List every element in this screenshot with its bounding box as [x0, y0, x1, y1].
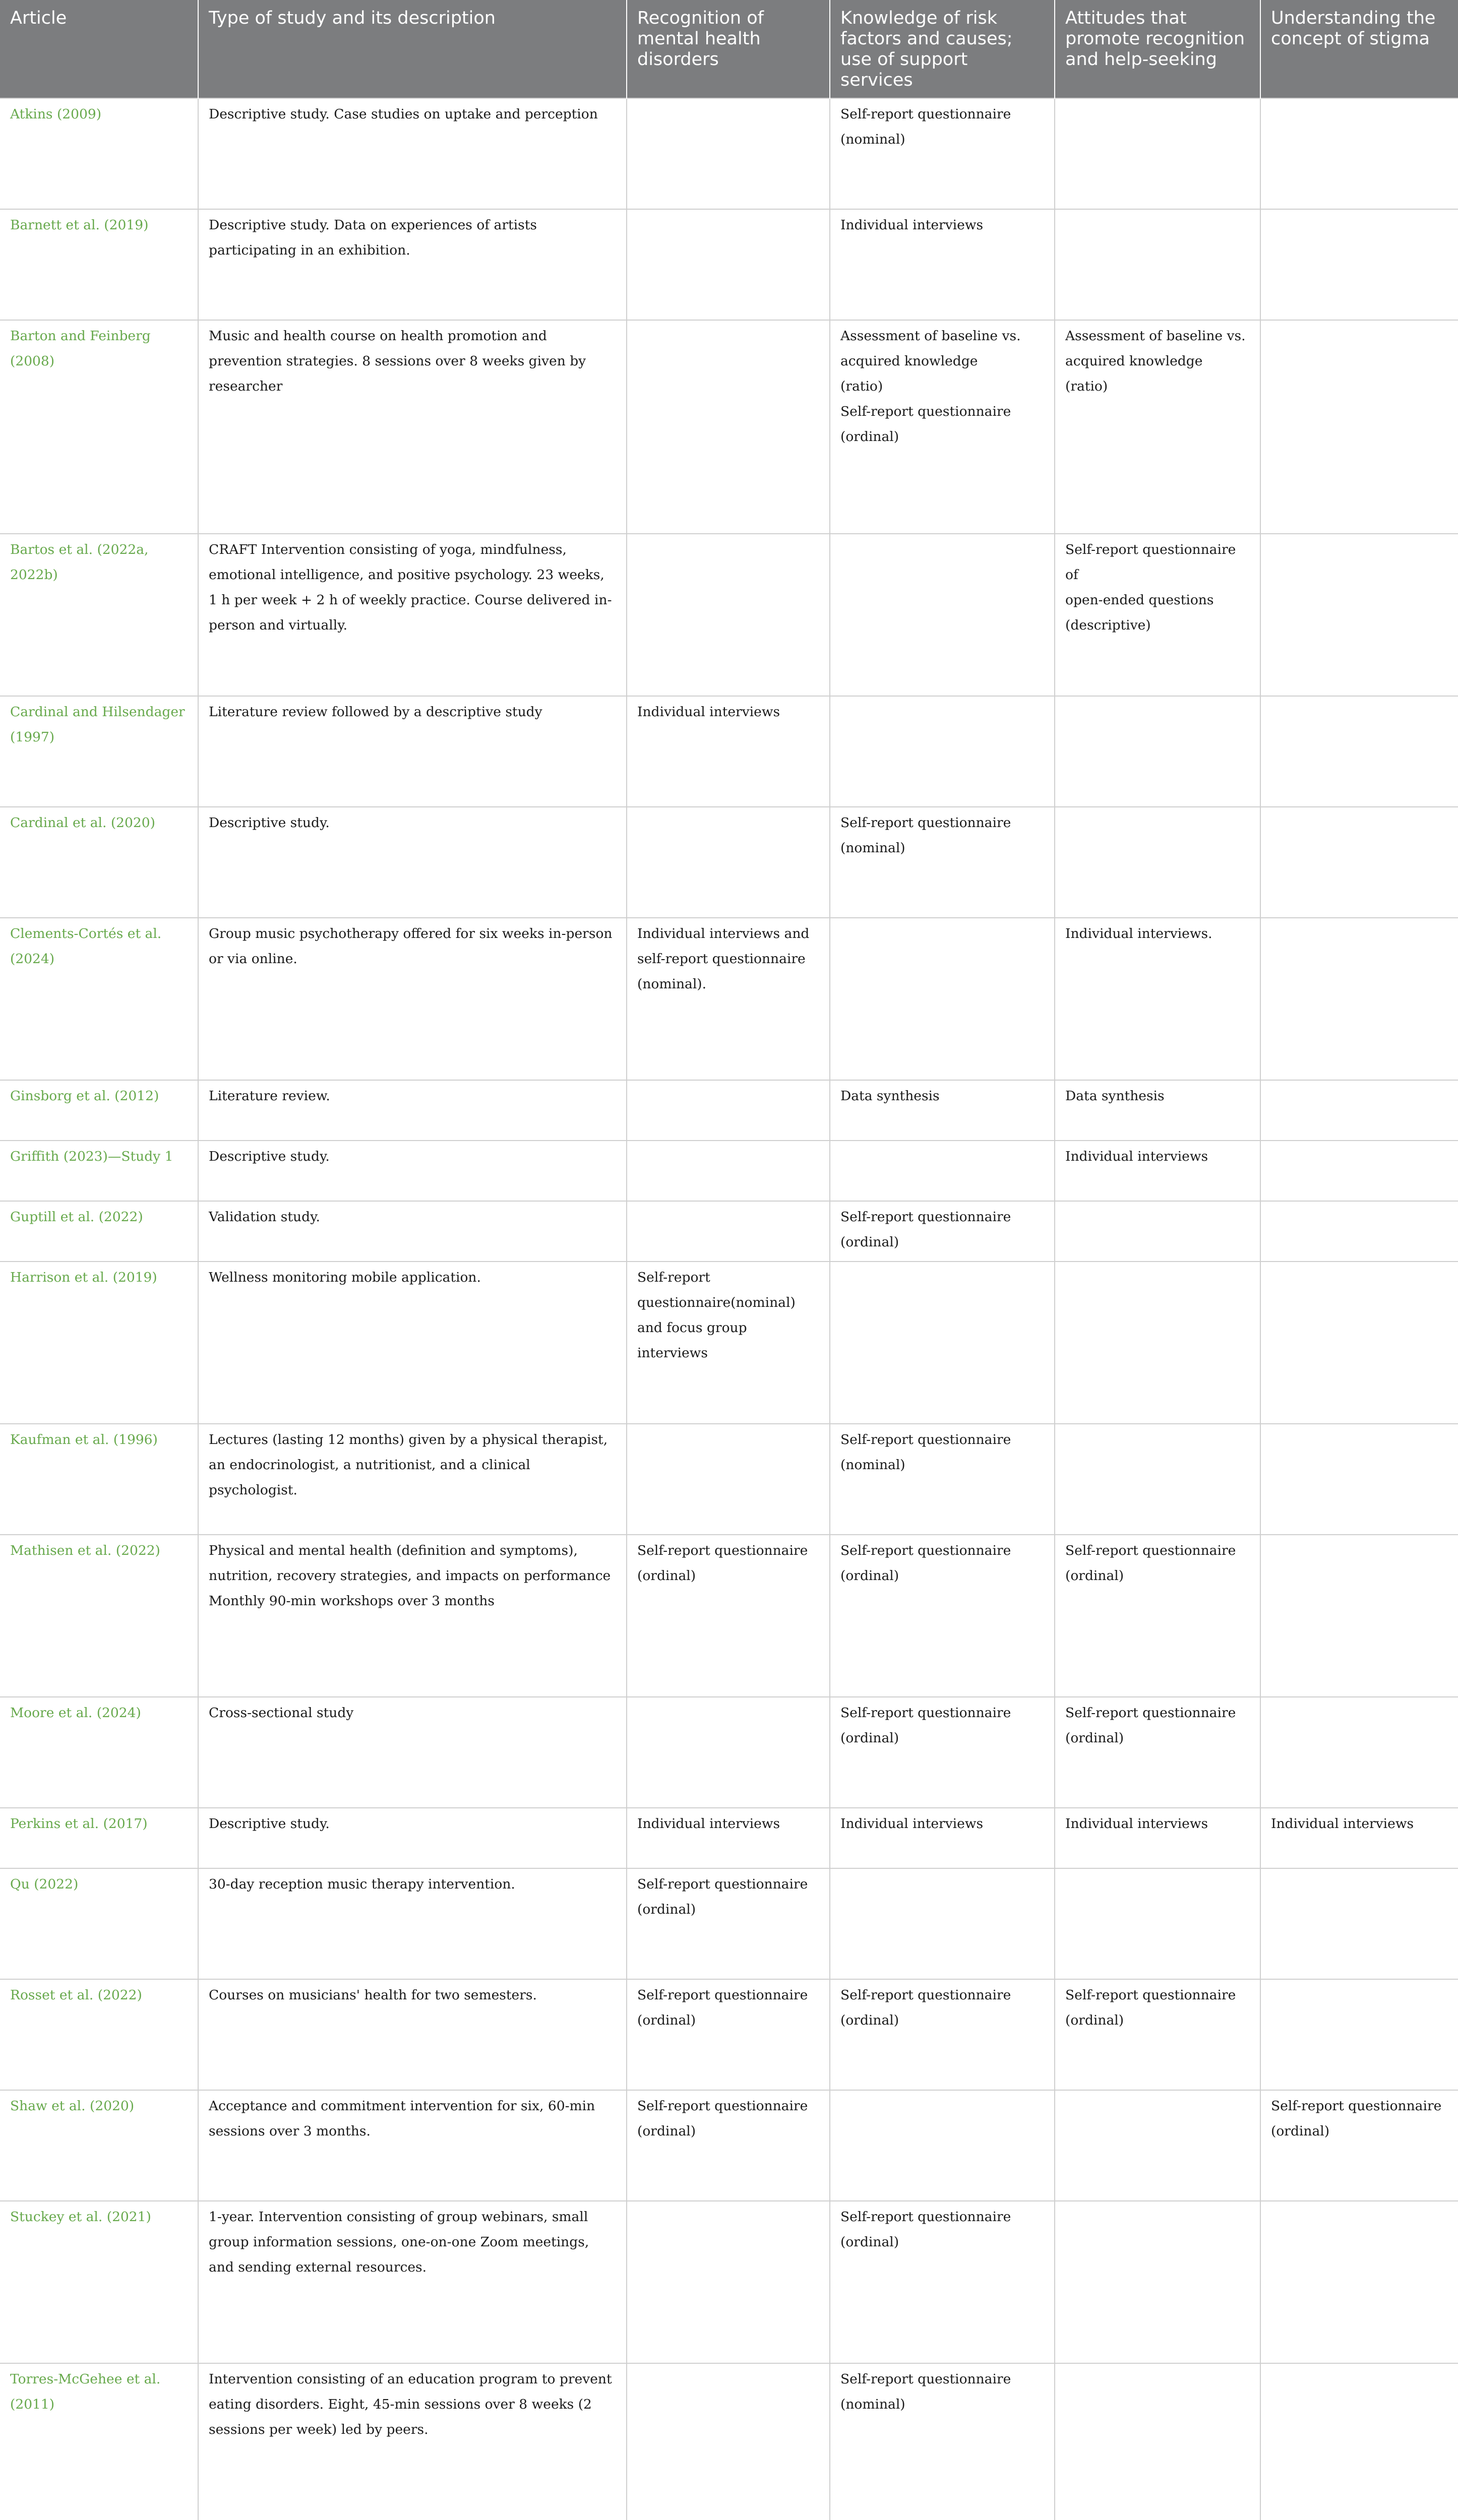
- table-row: [0, 209, 1458, 320]
- stigma-cell: [1260, 1424, 1458, 1535]
- stigma-cell: Individual interviews: [1260, 1808, 1458, 1868]
- article-cell[interactable]: Harrison et al. (2019): [0, 1262, 198, 1424]
- knowledge-cell: Self-report questionnaire (ordinal): [830, 1979, 1055, 2090]
- table-row: [0, 1141, 1458, 1201]
- study-description-cell: Cross-sectional study: [198, 1697, 627, 1808]
- article-cell[interactable]: Barton and Feinberg (2008): [0, 320, 198, 534]
- recognition-cell: Self-report questionnaire(nominal) and focus group interviews: [627, 1262, 830, 1424]
- table-row: [0, 2090, 1458, 2201]
- article-cell[interactable]: Bartos et al. (2022a, 2022b): [0, 534, 198, 696]
- knowledge-cell: Individual interviews: [830, 209, 1055, 320]
- header-stigma: Understanding the concept of stigma: [1260, 0, 1458, 98]
- study-description-cell: Physical and mental health (definition and symptoms), nutrition, recovery strategies, and impacts on performance Monthly 90-min workshops over 3 months: [198, 1535, 627, 1697]
- recognition-cell: Self-report questionnaire (ordinal): [627, 2090, 830, 2201]
- article-cell[interactable]: Torres-McGehee et al. (2011): [0, 2363, 198, 2520]
- stigma-cell: Self-report questionnaire (ordinal): [1260, 2090, 1458, 2201]
- recognition-cell: [627, 1141, 830, 1201]
- study-description-cell: Acceptance and commitment intervention for six, 60-min sessions over 3 months.: [198, 2090, 627, 2201]
- study-description-cell: 30-day reception music therapy intervention.: [198, 1868, 627, 1979]
- attitudes-cell: Individual interviews.: [1055, 918, 1260, 1080]
- article-cell[interactable]: Stuckey et al. (2021): [0, 2201, 198, 2363]
- attitudes-cell: Self-report questionnaire (ordinal): [1055, 1535, 1260, 1697]
- table-row: [0, 1080, 1458, 1141]
- table-row: [0, 1697, 1458, 1808]
- recognition-cell: [627, 1697, 830, 1808]
- attitudes-cell: [1055, 2363, 1260, 2520]
- knowledge-cell: Self-report questionnaire (ordinal): [830, 2201, 1055, 2363]
- stigma-cell: [1260, 2201, 1458, 2363]
- header-row: [0, 0, 1458, 98]
- recognition-cell: Self-report questionnaire (ordinal): [627, 1535, 830, 1697]
- attitudes-cell: Assessment of baseline vs. acquired knowledge (ratio): [1055, 320, 1260, 534]
- attitudes-cell: Data synthesis: [1055, 1080, 1260, 1141]
- recognition-cell: [627, 807, 830, 918]
- stigma-cell: [1260, 1262, 1458, 1424]
- knowledge-cell: Self-report questionnaire (ordinal): [830, 1535, 1055, 1697]
- stigma-cell: [1260, 807, 1458, 918]
- study-description-cell: Group music psychotherapy offered for six weeks in-person or via online.: [198, 918, 627, 1080]
- recognition-cell: [627, 98, 830, 209]
- knowledge-cell: [830, 1141, 1055, 1201]
- article-cell[interactable]: Qu (2022): [0, 1868, 198, 1979]
- stigma-cell: [1260, 1080, 1458, 1141]
- study-description-cell: CRAFT Intervention consisting of yoga, mindfulness, emotional intelligence, and positive psychology. 23 weeks, 1 h per week + 2 h of weekly practice. Course delivered in-person and virtually.: [198, 534, 627, 696]
- attitudes-cell: [1055, 2090, 1260, 2201]
- attitudes-cell: [1055, 209, 1260, 320]
- table-row: [0, 1262, 1458, 1424]
- attitudes-cell: Self-report questionnaire (ordinal): [1055, 1697, 1260, 1808]
- recognition-cell: Self-report questionnaire (ordinal): [627, 1868, 830, 1979]
- knowledge-cell: [830, 1262, 1055, 1424]
- article-cell[interactable]: Clements-Cortés et al. (2024): [0, 918, 198, 1080]
- stigma-cell: [1260, 1141, 1458, 1201]
- stigma-cell: [1260, 320, 1458, 534]
- attitudes-cell: Individual interviews: [1055, 1808, 1260, 1868]
- attitudes-cell: [1055, 807, 1260, 918]
- attitudes-cell: [1055, 98, 1260, 209]
- attitudes-cell: [1055, 1262, 1260, 1424]
- knowledge-cell: [830, 918, 1055, 1080]
- article-cell[interactable]: Ginsborg et al. (2012): [0, 1080, 198, 1141]
- stigma-cell: [1260, 2363, 1458, 2520]
- stigma-cell: [1260, 918, 1458, 1080]
- table-row: [0, 534, 1458, 696]
- article-cell[interactable]: Atkins (2009): [0, 98, 198, 209]
- attitudes-cell: [1055, 2201, 1260, 2363]
- table-row: [0, 696, 1458, 807]
- table-row: [0, 1201, 1458, 1262]
- table-row: [0, 1808, 1458, 1868]
- knowledge-cell: [830, 2090, 1055, 2201]
- stigma-cell: [1260, 1697, 1458, 1808]
- stigma-cell: [1260, 98, 1458, 209]
- article-cell[interactable]: Griffith (2023)—Study 1: [0, 1141, 198, 1201]
- stigma-cell: [1260, 696, 1458, 807]
- stigma-cell: [1260, 1535, 1458, 1697]
- header-attitudes: Attitudes that promote recognition and help-seeking: [1055, 0, 1260, 98]
- knowledge-cell: Assessment of baseline vs. acquired knowledge (ratio) Self-report questionnaire (ordinal): [830, 320, 1055, 534]
- table-header: [0, 0, 1458, 98]
- recognition-cell: [627, 2201, 830, 2363]
- study-description-cell: Intervention consisting of an education program to prevent eating disorders. Eight, 45-min sessions over 8 weeks (2 sessions per week) led by peers.: [198, 2363, 627, 2520]
- stigma-cell: [1260, 1868, 1458, 1979]
- article-cell[interactable]: Cardinal et al. (2020): [0, 807, 198, 918]
- knowledge-cell: Self-report questionnaire (nominal): [830, 2363, 1055, 2520]
- study-description-cell: 1-year. Intervention consisting of group webinars, small group information sessions, one-on-one Zoom meetings, and sending external resources.: [198, 2201, 627, 2363]
- study-description-cell: Descriptive study. Data on experiences of artists participating in an exhibition.: [198, 209, 627, 320]
- recognition-cell: [627, 534, 830, 696]
- stigma-cell: [1260, 1979, 1458, 2090]
- header-recognition: Recognition of mental health disorders: [627, 0, 830, 98]
- table-row: [0, 1868, 1458, 1979]
- table-row: [0, 2201, 1458, 2363]
- recognition-cell: [627, 1080, 830, 1141]
- study-description-cell: Descriptive study. Case studies on uptake and perception: [198, 98, 627, 209]
- study-description-cell: Descriptive study.: [198, 807, 627, 918]
- header-article: Article: [0, 0, 198, 98]
- attitudes-cell: [1055, 1201, 1260, 1262]
- study-description-cell: Literature review followed by a descriptive study: [198, 696, 627, 807]
- article-cell[interactable]: Perkins et al. (2017): [0, 1808, 198, 1868]
- attitudes-cell: Individual interviews: [1055, 1141, 1260, 1201]
- recognition-cell: Individual interviews: [627, 696, 830, 807]
- article-cell[interactable]: Moore et al. (2024): [0, 1697, 198, 1808]
- header-knowledge: Knowledge of risk factors and causes; use of support services: [830, 0, 1055, 98]
- recognition-cell: [627, 209, 830, 320]
- recognition-cell: [627, 320, 830, 534]
- table-row: [0, 2363, 1458, 2520]
- knowledge-cell: Self-report questionnaire (nominal): [830, 807, 1055, 918]
- knowledge-cell: [830, 534, 1055, 696]
- article-cell[interactable]: Barnett et al. (2019): [0, 209, 198, 320]
- article-cell[interactable]: Cardinal and Hilsendager (1997): [0, 696, 198, 807]
- knowledge-cell: [830, 696, 1055, 807]
- table-row: [0, 320, 1458, 534]
- attitudes-cell: Self-report questionnaire of open-ended questions (descriptive): [1055, 534, 1260, 696]
- recognition-cell: [627, 2363, 830, 2520]
- attitudes-cell: [1055, 696, 1260, 807]
- study-description-cell: Validation study.: [198, 1201, 627, 1262]
- table-row: [0, 1979, 1458, 2090]
- attitudes-cell: [1055, 1868, 1260, 1979]
- table-row: [0, 807, 1458, 918]
- attitudes-cell: Self-report questionnaire (ordinal): [1055, 1979, 1260, 2090]
- table-row: [0, 98, 1458, 209]
- study-description-cell: Music and health course on health promotion and prevention strategies. 8 sessions over 8 weeks given by researcher: [198, 320, 627, 534]
- recognition-cell: [627, 1201, 830, 1262]
- attitudes-cell: [1055, 1424, 1260, 1535]
- recognition-cell: [627, 1424, 830, 1535]
- stigma-cell: [1260, 209, 1458, 320]
- knowledge-cell: [830, 1868, 1055, 1979]
- recognition-cell: Individual interviews: [627, 1808, 830, 1868]
- knowledge-cell: Self-report questionnaire (ordinal): [830, 1201, 1055, 1262]
- article-cell[interactable]: Shaw et al. (2020): [0, 2090, 198, 2201]
- header-study-type: Type of study and its description: [198, 0, 627, 98]
- study-description-cell: Descriptive study.: [198, 1808, 627, 1868]
- knowledge-cell: Data synthesis: [830, 1080, 1055, 1141]
- study-description-cell: Wellness monitoring mobile application.: [198, 1262, 627, 1424]
- knowledge-cell: Self-report questionnaire (ordinal): [830, 1697, 1055, 1808]
- recognition-cell: Individual interviews and self-report questionnaire (nominal).: [627, 918, 830, 1080]
- article-cell[interactable]: Rosset et al. (2022): [0, 1979, 198, 2090]
- knowledge-cell: Individual interviews: [830, 1808, 1055, 1868]
- table-row: [0, 918, 1458, 1080]
- table-row: [0, 1535, 1458, 1697]
- study-description-cell: Literature review.: [198, 1080, 627, 1141]
- recognition-cell: Self-report questionnaire (ordinal): [627, 1979, 830, 2090]
- knowledge-cell: Self-report questionnaire (nominal): [830, 98, 1055, 209]
- study-description-cell: Descriptive study.: [198, 1141, 627, 1201]
- table-body: [0, 98, 1458, 2520]
- stigma-cell: [1260, 534, 1458, 696]
- stigma-cell: [1260, 1201, 1458, 1262]
- study-description-cell: Courses on musicians' health for two semesters.: [198, 1979, 627, 2090]
- table-row: [0, 1424, 1458, 1535]
- article-cell[interactable]: Kaufman et al. (1996): [0, 1424, 198, 1535]
- article-cell[interactable]: Guptill et al. (2022): [0, 1201, 198, 1262]
- study-description-cell: Lectures (lasting 12 months) given by a physical therapist, an endocrinologist, a nutritionist, and a clinical psychologist.: [198, 1424, 627, 1535]
- knowledge-cell: Self-report questionnaire (nominal): [830, 1424, 1055, 1535]
- article-cell[interactable]: Mathisen et al. (2022): [0, 1535, 198, 1697]
